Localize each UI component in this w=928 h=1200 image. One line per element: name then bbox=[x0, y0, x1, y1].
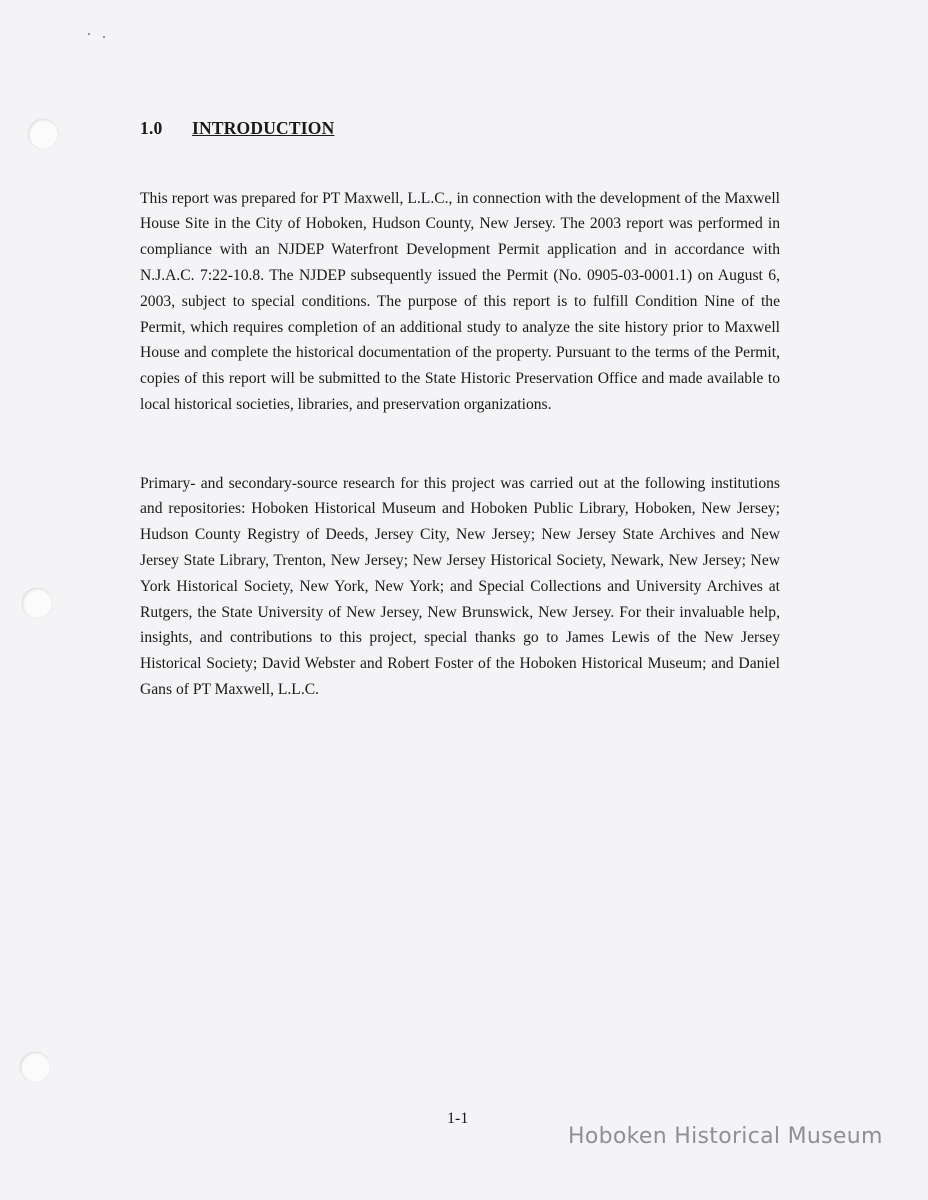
binder-hole bbox=[28, 119, 58, 149]
scan-speck bbox=[103, 36, 105, 38]
paragraph-research: Primary- and secondary-source research for this project was carried out at the following institutions and repositories: Hoboken Historical Museum and Hoboken Public Library, Hoboken, New Jersey; Hudson County Registry of Deeds, Jersey City, New Jersey; New Jersey State Archives and New Jersey State Library, Trenton, New Jersey; New Jersey Historical Society, Newark, New Jersey; New York Historical Society, New York, New York; and Special Collections and University Archives at Rutgers, the State University of New Jersey, New Brunswick, New Jersey. For their invaluable help, insights, and contributions to this project, special thanks go to James Lewis of the New Jersey Historical Society; David Webster and Robert Foster of the Hoboken Historical Museum; and Daniel Gans of PT Maxwell, L.L.C. bbox=[140, 474, 780, 698]
museum-watermark: Hoboken Historical Museum bbox=[568, 1124, 883, 1149]
scan-speck bbox=[88, 33, 90, 35]
section-number: 1.0 bbox=[140, 118, 163, 138]
paragraph-introduction: This report was prepared for PT Maxwell, L.L.C., in connection with the development of the Maxwell House Site in the City of Hoboken, Hudson County, New Jersey. The 2003 report was performed in compliance with an NJDEP Waterfront Development Permit application and in accordance with N.J.A.C. 7:22-10.8. The NJDEP subsequently issued the Permit (No. 0905-03-0001.1) on August 6, 2003, subject to special conditions. The purpose of this report is to fulfill Condition Nine of the Permit, which requires completion of an additional study to analyze the site history prior to Maxwell House and complete the historical documentation of the property. Pursuant to the terms of the Permit, copies of this report will be submitted to the State Historic Preservation Office and made available to local historical societies, libraries, and preservation organizations. bbox=[140, 189, 780, 413]
page-number: 1-1 bbox=[447, 1110, 469, 1127]
section-title: INTRODUCTION bbox=[192, 118, 335, 138]
binder-hole bbox=[20, 1052, 50, 1082]
section-heading bbox=[140, 118, 334, 139]
binder-hole bbox=[22, 588, 52, 618]
